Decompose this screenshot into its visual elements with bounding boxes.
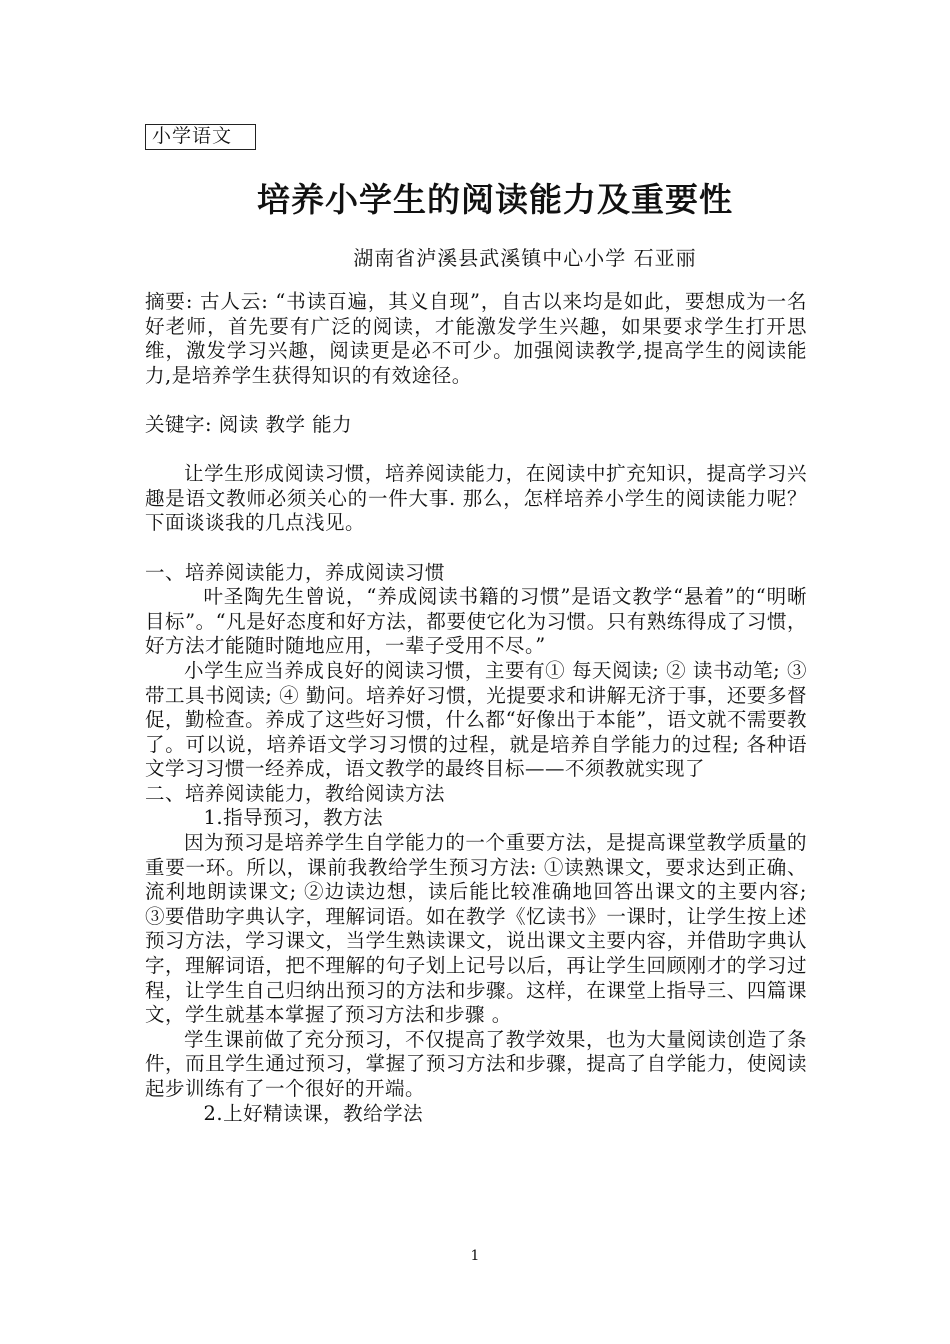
spacer [145, 388, 807, 413]
spacer [145, 536, 807, 561]
section-1-heading: 一、培养阅读能力，养成阅读习惯 [145, 560, 446, 584]
section-2-paragraph-2: 学生课前做了充分预习，不仅提高了教学效果，也为大量阅读创造了条件，而且学生通过预习，掌握了预习方法和步骤，提高了自学能力，使阅读起步训练有了一个很好的开端。 [145, 1027, 807, 1100]
section-2-heading: 二、培养阅读能力，教给阅读方法 [145, 781, 446, 805]
subject-tag: 小学语文 [145, 124, 256, 150]
section-1-paragraph-1: 叶圣陶先生曾说，“养成阅读书籍的习惯”是语文教学“悬着”的“明晰目标”。“凡是好态度和好方法，都要使它化为习惯。只有熟练得成了习惯，好方法才能随时随地应用，一辈子受用不尽。” [145, 585, 807, 658]
keywords-line: 关键字: 阅读 教学 能力 [145, 412, 353, 436]
author-line: 湖南省泸溪县武溪镇中心小学 石亚丽 [353, 246, 697, 270]
section-2-subheading-2: 2.上好精读课，教给学法 [203, 1101, 424, 1125]
spacer [145, 438, 807, 463]
section-1-paragraph-2: 小学生应当养成良好的阅读习惯，主要有① 每天阅读; ② 读书动笔; ③ 带工具书阅读; ④ 勤问。培养好习惯，光提要求和讲解无济于事，还要多督促，勤检查。养成了这些好习惯，什么都“好像出于本能”，语文就不需要教了。可以说，培养语文学习习惯的过程，就是培养自学能力的过程; 各种语文学习习惯一经养成，语文教学的最终目标——不须教就实现了 [145, 658, 807, 781]
abstract-paragraph: 摘要: 古人云: “书读百遍，其义自现”，自古以来均是如此，要想成为一名好老师，首先要有广泛的阅读，才能激发学生兴趣，如果要求学生打开思维，激发学习兴趣，阅读更是必不可少。加强阅读教学,提高学生的阅读能力,是培养学生获得知识的有效途径。 [145, 290, 807, 387]
section-2-subheading-1: 1.指导预习，教方法 [203, 806, 384, 830]
intro-paragraph: 让学生形成阅读习惯，培养阅读能力，在阅读中扩充知识，提高学习兴趣是语文教师必须关心的一件大事. 那么，怎样培养小学生的阅读能力呢？下面谈谈我的几点浅见。 [145, 462, 807, 535]
section-2-paragraph-1: 因为预习是培养学生自学能力的一个重要方法，是提高课堂教学质量的重要一环。所以，课前我教给学生预习方法: ①读熟课文，要求达到正确、流利地朗读课文; ②边读边想，读后能比较准确地回答出课文的主要内容; ③要借助字典认字，理解词语。如在教学《忆读书》一课时，让学生按上述预习方法，学习课文，当学生熟读课文，说出课文主要内容，并借助字典认字，理解词语，把不理解的句子划上记号以后，再让学生回顾刚才的学习过程，让学生自己归纳出预习的方法和步骤。这样，在课堂上指导三、四篇课文，学生就基本掌握了预习方法和步骤 。 [145, 831, 807, 1027]
document-body [145, 290, 807, 1126]
page-number: 1 [470, 1248, 480, 1264]
document-title: 培养小学生的阅读能力及重要性 [257, 180, 733, 219]
